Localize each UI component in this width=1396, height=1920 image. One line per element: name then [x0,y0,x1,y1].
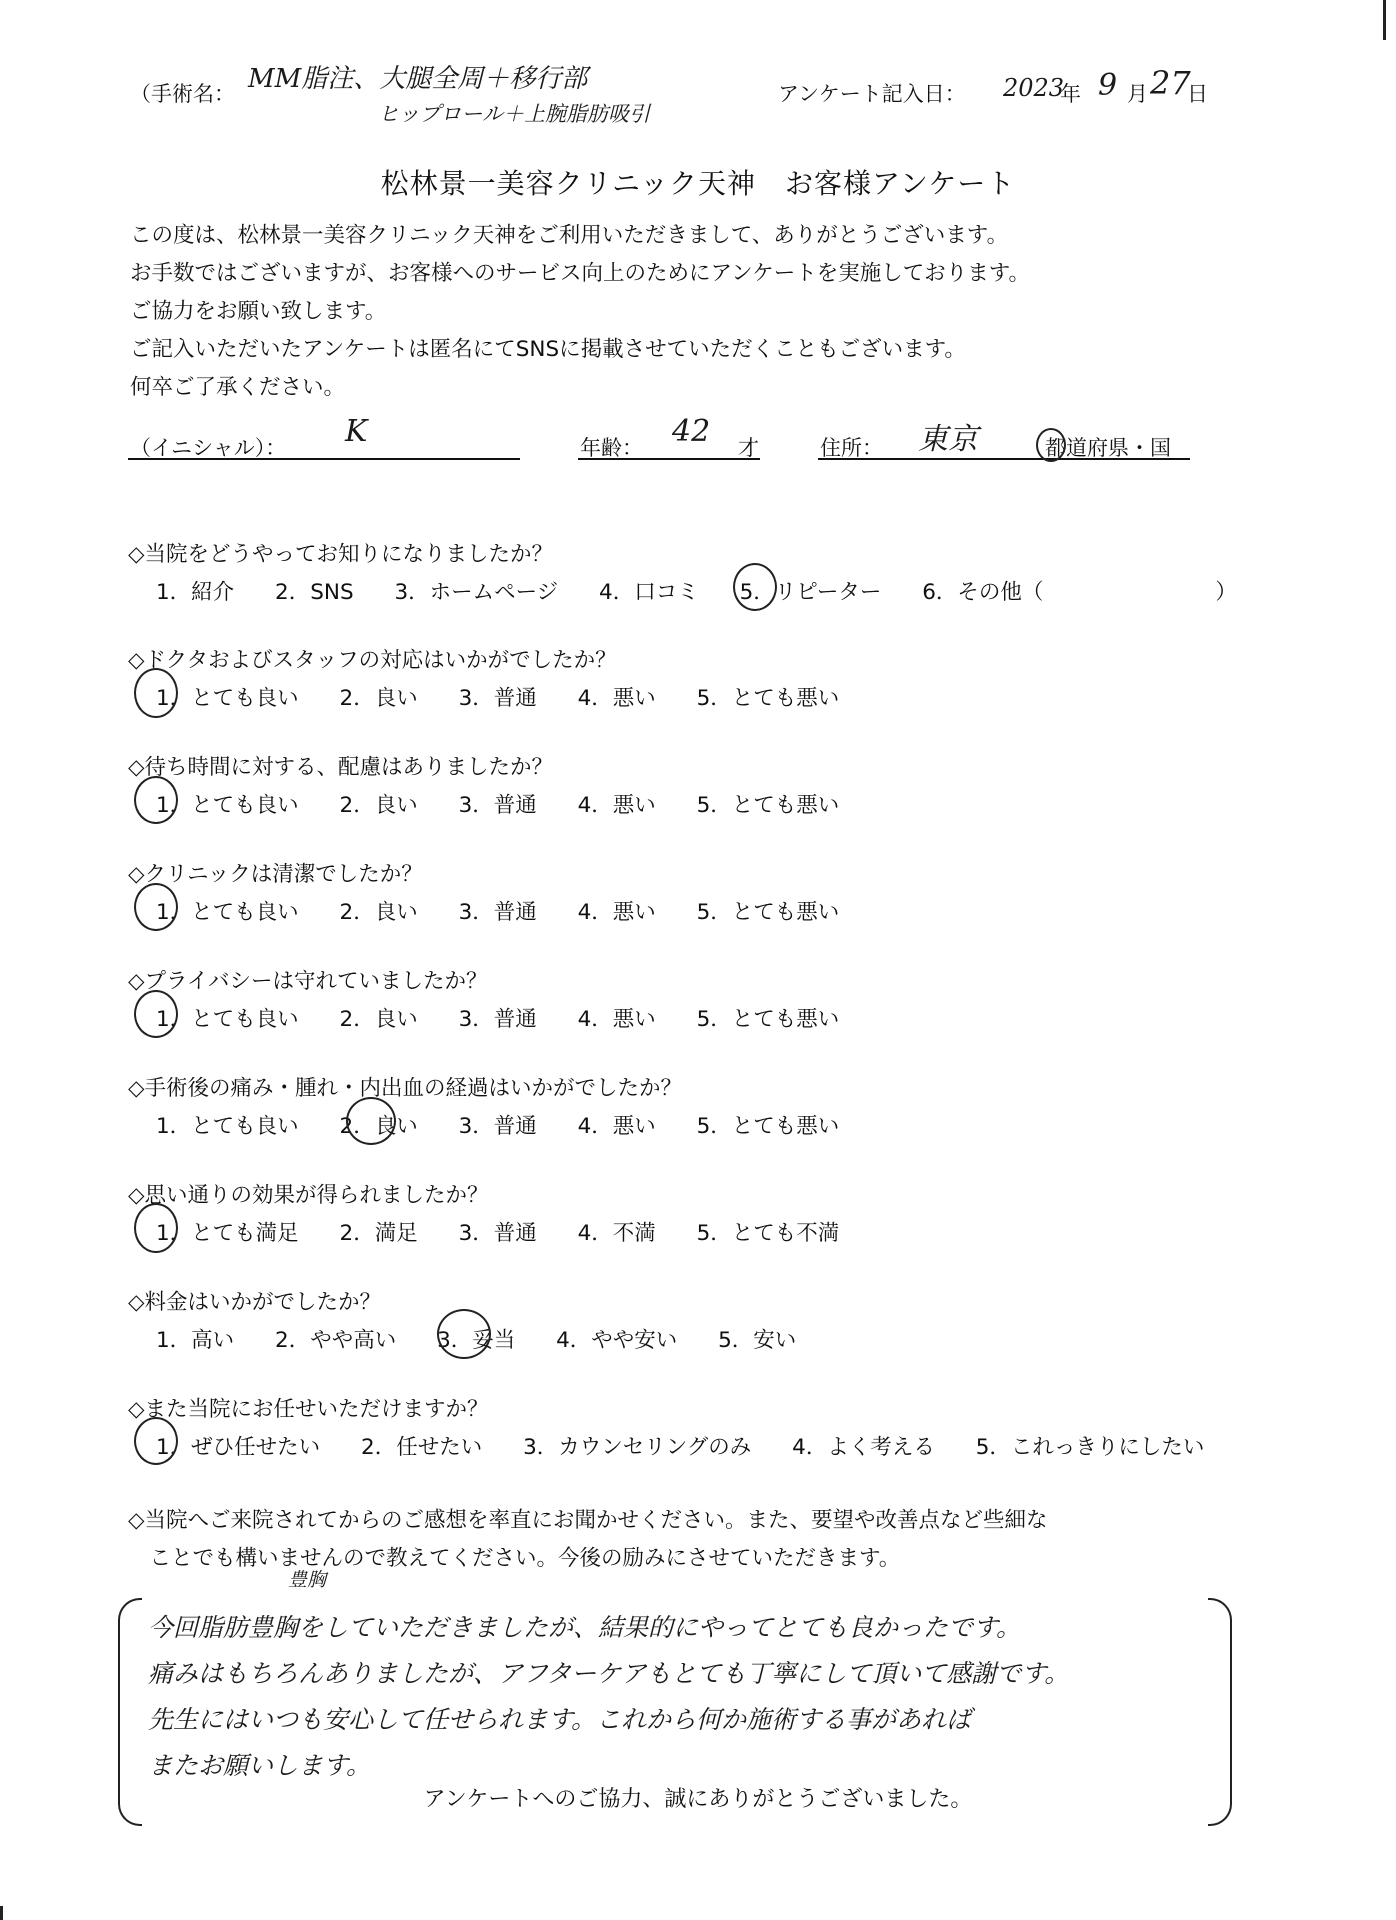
option-5[interactable]: 5．とても悪い [696,686,840,711]
option-5[interactable]: 5．とても不満 [696,1221,840,1246]
option-1[interactable]: 1．高い [156,1328,235,1353]
comment-prompt-line: ◇当院へご来院されてからのご感想を率直にお聞かせください。また、要望や改善点など些細な [128,1508,1048,1533]
options-results [156,1216,873,1247]
option-3[interactable]: 3．普通 [458,900,537,925]
option-5[interactable]: 5．とても悪い [696,1007,840,1032]
option-5[interactable]: 5．とても悪い [696,900,840,925]
comment-line: 先生にはいつも安心して任せられます。これから何か施術する事があれば [148,1705,972,1734]
option-5[interactable]: 5．これっきりにしたい [975,1435,1205,1460]
scan-edge-mark [0,1906,3,1920]
scan-edge-mark [1383,0,1386,40]
date-day: 27 [1150,64,1191,102]
question-return: ◇また当院にお任せいただけますか？ [128,1397,489,1422]
surgery-label: （手術名： [130,82,235,106]
options-source [156,575,1271,606]
option-5[interactable]: 5．とても悪い [696,1114,840,1139]
option-2[interactable]: 2．良い [339,1114,418,1139]
question-recovery: ◇手術後の痛み・腫れ・内出血の経過はいかがでしたか？ [128,1076,683,1101]
surgery-name-line-2: ヒップロール＋上腕脂肪吸引 [378,102,650,126]
option-1[interactable]: 1．とても良い [156,686,299,711]
selected-answer-circle [134,990,178,1038]
options-waiting [156,788,873,819]
address-label: 住所： [820,436,883,460]
comment-line: 痛みはもちろんありましたが、アフターケアもとても丁寧にして頂いて感謝です。 [148,1659,1070,1688]
surgery-name-line-1: MM脂注、大腿全周＋移行部 [248,64,588,94]
selected-answer-circle [134,883,178,931]
option-4[interactable]: 4．口コミ [599,580,699,605]
comment-line: またお願いします。 [148,1751,372,1780]
option-2[interactable]: 2．やや高い [275,1328,397,1353]
options-cleanliness [156,895,873,926]
option-2[interactable]: 2．良い [339,900,418,925]
question-results: ◇思い通りの効果が得られましたか？ [128,1183,489,1208]
date-year: 2023 [1003,74,1065,102]
option-4[interactable]: 4．悪い [577,1007,656,1032]
question-privacy: ◇プライバシーは守れていましたか？ [128,969,488,994]
option-3[interactable]: 3．普通 [458,1114,537,1139]
footer-thanks: アンケートへのご協力、誠にありがとうございました。 [423,1787,973,1812]
intro-line: 何卒ご了承ください。 [130,375,346,400]
initial-underline [128,458,520,460]
option-3[interactable]: 3．普通 [458,686,537,711]
option-4[interactable]: 4．悪い [577,900,656,925]
age-value: 42 [672,414,711,449]
option-4[interactable]: 4．悪い [577,1114,656,1139]
intro-line: お手数ではございますが、お客様へのサービス向上のためにアンケートを実施しております。 [130,261,1030,286]
age-unit: 才 [738,436,759,460]
initial-value: K [345,414,368,449]
intro-line: ご記入いただいたアンケートは匿名にてSNSに掲載させていただくこともございます。 [130,337,966,362]
selected-answer-circle [134,668,178,718]
options-privacy [156,1002,873,1033]
date-label: アンケート記入日： [778,82,966,106]
options-price [156,1323,830,1354]
month-unit: 月 [1127,82,1148,106]
option-1[interactable]: 1．紹介 [156,580,235,605]
option-2[interactable]: 2．良い [339,686,418,711]
question-cleanliness: ◇クリニックは清潔でしたか？ [128,862,423,887]
option-6[interactable]: 6．その他（ ） [922,580,1237,605]
date-month: 9 [1098,68,1118,103]
selected-answer-circle [134,1203,178,1253]
intro-line: この度は、松林景一美容クリニック天神をご利用いただきまして、ありがとうございます。 [130,223,1009,248]
question-staff: ◇ドクタおよびスタッフの対応はいかがでしたか？ [128,648,617,673]
option-4[interactable]: 4．やや安い [556,1328,678,1353]
option-2[interactable]: 2．SNS [275,580,354,605]
options-return [156,1430,1238,1461]
options-recovery [156,1109,873,1140]
prefecture-circle-mark [1036,428,1066,462]
address-underline [818,458,1190,460]
selected-answer-circle [346,1097,396,1145]
option-4[interactable]: 4．よく考える [792,1435,935,1460]
question-source: ◇当院をどうやってお知りになりましたか？ [128,542,554,567]
option-5[interactable]: 5．安い [718,1328,797,1353]
option-1[interactable]: 1．とても満足 [156,1221,299,1246]
address-value: 東京 [918,422,978,457]
comment-insert-word: 豊胸 [288,1569,327,1591]
selected-answer-circle [733,563,777,611]
option-3[interactable]: 3．妥当 [437,1328,516,1353]
age-label: 年齢： [580,436,643,460]
selected-answer-circle [134,1417,178,1465]
option-1[interactable]: 1．とても良い [156,1114,299,1139]
option-1[interactable]: 1．ぜひ任せたい [156,1435,321,1460]
intro-line: ご協力をお願い致します。 [130,299,387,324]
option-3[interactable]: 3．普通 [458,1221,537,1246]
option-2[interactable]: 2．良い [339,1007,418,1032]
option-2[interactable]: 2．任せたい [361,1435,483,1460]
option-4[interactable]: 4．悪い [577,793,656,818]
option-2[interactable]: 2．満足 [339,1221,418,1246]
option-1[interactable]: 1．とても良い [156,793,299,818]
option-5[interactable]: 5．とても悪い [696,793,840,818]
initial-label: （イニシャル）： [130,436,287,460]
question-waiting: ◇待ち時間に対する、配慮はありましたか？ [128,755,554,780]
option-3[interactable]: 3．普通 [458,793,537,818]
day-unit: 日 [1187,82,1208,106]
option-4[interactable]: 4．不満 [577,1221,656,1246]
option-3[interactable]: 3．カウンセリングのみ [523,1435,752,1460]
question-price: ◇料金はいかがでしたか？ [128,1290,382,1315]
year-unit: 年 [1060,82,1081,106]
page-title: 松林景一美容クリニック天神 お客様アンケート [380,167,1016,200]
option-1[interactable]: 1．とても良い [156,900,299,925]
option-4[interactable]: 4．悪い [577,686,656,711]
selected-answer-circle [134,776,178,824]
option-1[interactable]: 1．とても良い [156,1007,299,1032]
selected-answer-circle [437,1309,491,1359]
option-3[interactable]: 3．ホームページ [394,580,559,605]
option-2[interactable]: 2．良い [339,793,418,818]
comment-line: 今回脂肪豊胸をしていただきましたが、結果的にやってとても良かったです。 [148,1613,1022,1642]
age-underline [578,458,760,460]
option-5[interactable]: 5．リピーター [739,580,882,605]
option-3[interactable]: 3．普通 [458,1007,537,1032]
address-suffix: 都道府県・国 [1045,436,1171,460]
comment-prompt-line: ことでも構いませんので教えてください。今後の励みにさせていただきます。 [128,1546,901,1571]
options-staff [156,681,873,712]
